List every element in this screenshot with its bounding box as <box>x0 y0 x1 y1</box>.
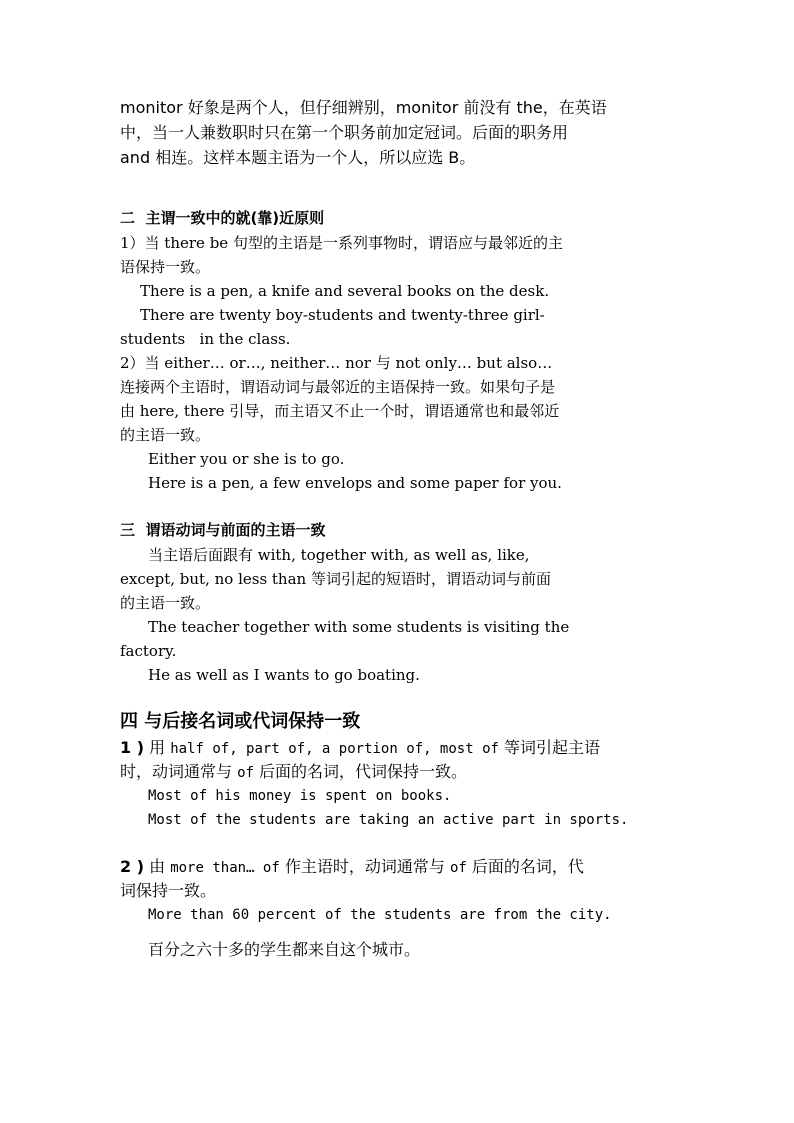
section-4-point-1-line-2-text-b: 后面的名词，代词保持一致。 <box>253 762 468 781</box>
intro-line-1: monitor 好象是两个人，但仔细辨别，monitor 前没有 the，在英语 <box>120 98 607 117</box>
section-4-point-2-text-a: 由 <box>144 857 171 876</box>
section-3-line-2: except, but, no less than 等词引起的短语时，谓语动词与前面 <box>120 570 551 588</box>
section-2-example-2-line-1: There are twenty boy-students and twenty-three girl- <box>140 306 545 324</box>
section-4-point-1-line-2 <box>120 764 467 780</box>
section-4-point-1-text-b: 等词引起主语 <box>498 738 601 757</box>
section-2-heading: 二 主谓一致中的就(靠)近原则 <box>120 209 325 227</box>
section-4-example-2: Most of the students are taking an active part in sports. <box>148 812 629 828</box>
section-3-line-1: 当主语后面跟有 with, together with, as well as, like, <box>148 546 530 564</box>
section-2-point-2-line-3: 由 here, there 引导，而主语又不止一个时，谓语通常也和最邻近 <box>120 402 560 420</box>
intro-line-2: 中，当一人兼数职时只在第一个职务前加定冠词。后面的职务用 <box>120 123 569 142</box>
section-2-example-4: Here is a pen, a few envelops and some paper for you. <box>148 474 562 492</box>
section-3-example-1-line-2: factory. <box>120 642 177 660</box>
section-4-point-2-text-c: 后面的名词，代 <box>466 857 584 876</box>
section-4-point-2-line-2: 词保持一致。 <box>120 881 217 900</box>
section-2-point-2-line-4: 的主语一致。 <box>120 426 211 444</box>
section-4-point-2-code-2: of <box>449 860 467 876</box>
section-4-example-3-translation: 百分之六十多的学生都来自这个城市。 <box>148 940 421 959</box>
section-3-example-1-line-1: The teacher together with some students is visiting the <box>148 618 570 636</box>
section-4-heading: 四 与后接名词或代词保持一致 <box>120 711 361 732</box>
section-4-point-1-line-2-code: of <box>237 765 254 781</box>
section-2-example-3: Either you or she is to go. <box>148 450 345 468</box>
section-4-point-2-line-1 <box>120 859 584 875</box>
section-4-point-1-line-2-text-a: 时，动词通常与 <box>120 762 238 781</box>
section-3-line-3: 的主语一致。 <box>120 594 211 612</box>
section-4-example-3: More than 60 percent of the students are from the city. <box>148 907 612 923</box>
section-3-example-2: He as well as I wants to go boating. <box>148 666 420 684</box>
section-4-point-2-number: 2 ) <box>120 857 145 876</box>
section-4-point-1-code: half of, part of, a portion of, most of <box>170 741 499 757</box>
section-3-heading: 三 谓语动词与前面的主语一致 <box>120 521 326 539</box>
section-2-point-1-line-2: 语保持一致。 <box>120 258 211 276</box>
section-2-point-2-line-2: 连接两个主语时，谓语动词与最邻近的主语保持一致。如果句子是 <box>120 378 556 396</box>
section-4-point-2-code: more than… of <box>170 860 280 876</box>
section-2-example-2-line-2: students in the class. <box>120 330 291 348</box>
section-4-point-1-line-1 <box>120 740 600 756</box>
section-4-point-1-text-a: 用 <box>144 738 171 757</box>
section-4-point-1-number: 1 ) <box>120 738 145 757</box>
section-2-point-1-line-1: 1）当 there be 句型的主语是一系列事物时，谓语应与最邻近的主 <box>120 234 563 252</box>
section-2-example-1: There is a pen, a knife and several books on the desk. <box>140 282 550 300</box>
section-4-example-1: Most of his money is spent on books. <box>148 788 452 804</box>
section-4-point-2-text-b: 作主语时，动词通常与 <box>279 857 450 876</box>
intro-line-3: and 相连。这样本题主语为一个人，所以应选 B。 <box>120 148 476 167</box>
section-2-point-2-line-1: 2）当 either… or…, neither… nor 与 not only… but also… <box>120 354 553 372</box>
